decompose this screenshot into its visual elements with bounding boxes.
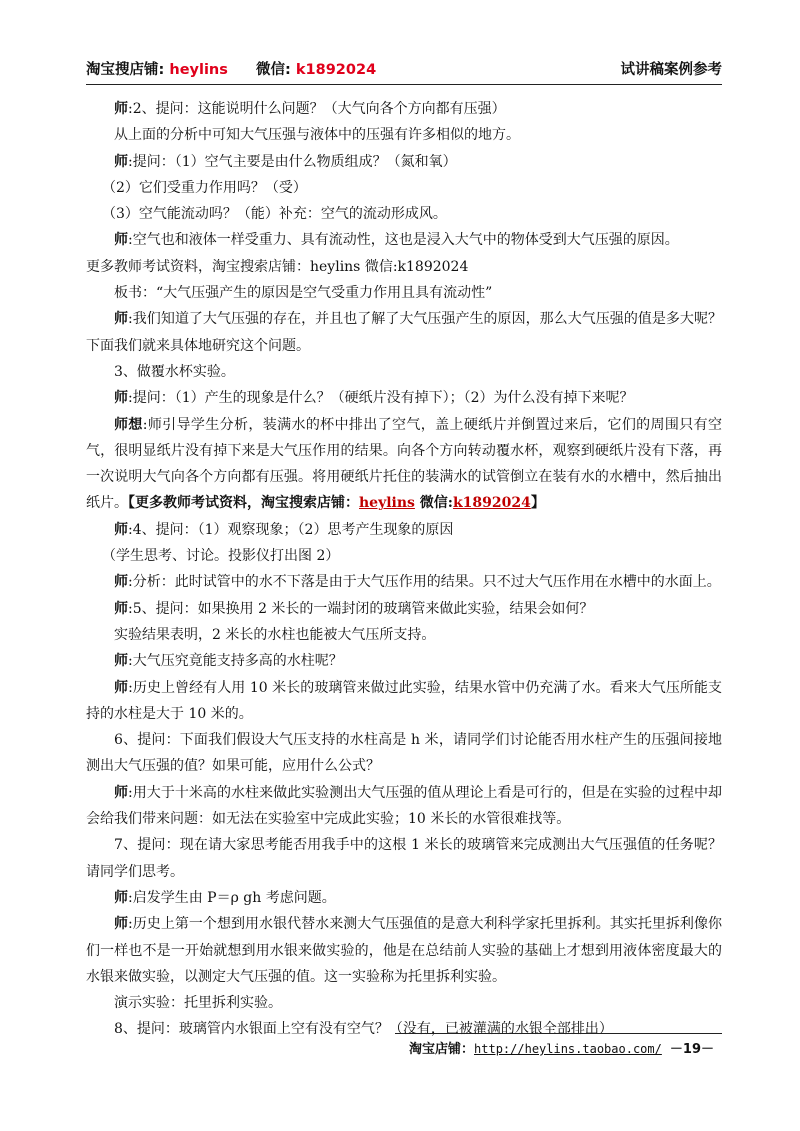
- paragraph: 师:2、提问：这能说明什么问题？（大气向各个方向都有压强）: [114, 101, 506, 117]
- page-header: [86, 54, 722, 85]
- paragraph: 师:5、提问：如果换用 2 米长的一端封闭的玻璃管来做此实验，结果会如何？: [114, 600, 594, 617]
- header-shop-info: [86, 58, 376, 79]
- paragraph: 师:提问：（1）产生的现象是什么？（硬纸片没有掉下）；（2）为什么没有掉下来呢？: [114, 390, 634, 407]
- paragraph: 师:历史上第一个想到用水银代替水来测大气压强值的是意大利科学家托里拆利。其实托里拆利像你们一样也不是一开始就想到用水银来做实验的，他是在总结前人实验的基础上才想到用液体密度最大的水银来做实验，以测定大气压强的值。这一实验称为托里拆利实验。: [86, 916, 722, 985]
- header-wechat-label: 微信:: [256, 62, 291, 78]
- page-footer: [395, 1033, 722, 1056]
- paragraph: 师:用大于十米高的水柱来做此实验测出大气压强的值从理论上看是可行的，但是在实验的过程中却会给我们带来问题：如无法在实验室中完成此实验；10 米长的水管很难找等。: [86, 784, 722, 828]
- inline-ad-note: 【更多教师考试资料，淘宝搜索店铺：heylins 微信:k1892024】: [128, 495, 545, 512]
- inline-ad-wechat-link[interactable]: k1892024: [452, 495, 531, 512]
- paragraph: 师:4、提问：（1）观察现象；（2）思考产生现象的原因: [114, 521, 454, 538]
- paragraph: 演示实验：托里拆利实验。: [114, 995, 282, 1012]
- inline-ad-shop-link[interactable]: heylins: [359, 495, 415, 512]
- document-body: [86, 96, 722, 1043]
- paragraph: 师:启发学生由 P＝ρ gh 考虑问题。: [114, 889, 336, 906]
- header-shop-name: heylins: [169, 62, 228, 78]
- footer-shop: [409, 1038, 662, 1057]
- paragraph: 师:大气压究竟能支持多高的水柱呢？: [114, 653, 343, 670]
- header-shop-label: 淘宝搜店铺:: [86, 62, 165, 78]
- paragraph: （学生思考、讨论。投影仪打出图 2）: [102, 548, 340, 565]
- page-number: －19－: [669, 1042, 714, 1057]
- paragraph: 实验结果表明，2 米长的水柱也能被大气压所支持。: [114, 626, 436, 643]
- blackboard-note: 板书：“大气压强产生的原因是空气受重力作用且具有流动性”: [114, 285, 493, 302]
- header-wechat-id: k1892024: [295, 62, 377, 78]
- ad-line: 更多教师考试资料，淘宝搜索店铺：heylins 微信:k1892024: [86, 258, 469, 275]
- paragraph: 6、提问：下面我们假设大气压支持的水柱高是 h 米，请同学们讨论能否用水柱产生的压强间接地测出大气压强的值？如果可能，应用什么公式？: [86, 732, 722, 775]
- paragraph: 师:我们知道了大气压强的存在，并且也了解了大气压强产生的原因，那么大气压强的值是多大呢？下面我们就来具体地研究这个问题。: [86, 311, 722, 354]
- footer-shop-label: 淘宝店铺：: [409, 1042, 475, 1057]
- paragraph: 7、提问：现在请大家思考能否用我手中的这根 1 米长的玻璃管来完成测出大气压强值的任务呢？请同学们思考。: [86, 837, 722, 880]
- paragraph: 师:提问：（1）空气主要是由什么物质组成？（氮和氧）: [114, 153, 457, 170]
- section-heading: 3、做覆水杯实验。: [114, 363, 235, 380]
- footer-shop-url[interactable]: http://heylins.taobao.com/: [474, 1042, 662, 1056]
- paragraph: （3）空气能流动吗？（能）补充：空气的流动形成风。: [102, 206, 447, 223]
- paragraph: （2）它们受重力作用吗？（受）: [102, 179, 307, 196]
- paragraph: 师:空气也和液体一样受重力、具有流动性，这也是浸入大气中的物体受到大气压强的原因。: [114, 232, 679, 249]
- paragraph: 从上面的分析中可知大气压强与液体中的压强有许多相似的地方。: [114, 127, 520, 144]
- paragraph: 师:分析：此时试管中的水不下落是由于大气压作用的结果。只不过大气压作用在水槽中的水面上。: [114, 574, 721, 591]
- paragraph: 8、提问：玻璃管内水银面上空有没有空气？（没有，已被灌满的水银全部排出）: [114, 1021, 613, 1038]
- paragraph: 师:历史上曾经有人用 10 米长的玻璃管来做过此实验，结果水管中仍充满了水。看来大气压所能支持的水柱是大于 10 米的。: [86, 679, 722, 722]
- paragraph: 师想:师引导学生分析，装满水的杯中排出了空气，盖上硬纸片并倒置过来后，它们的周围只有空气，很明显纸片没有掉下来是大气压作用的结果。向各个方向转动覆水杯，观察到硬纸片没有下落，再一次说明大气向各个方向都有压强。将用硬纸片托住的装满水的试管倒立在装有水的水槽中，然后抽出纸片。【更多教师考试资料，淘宝搜索店铺：heylins 微信:k1892024】: [86, 416, 723, 512]
- header-doc-title: 试讲稿案例参考: [620, 62, 722, 78]
